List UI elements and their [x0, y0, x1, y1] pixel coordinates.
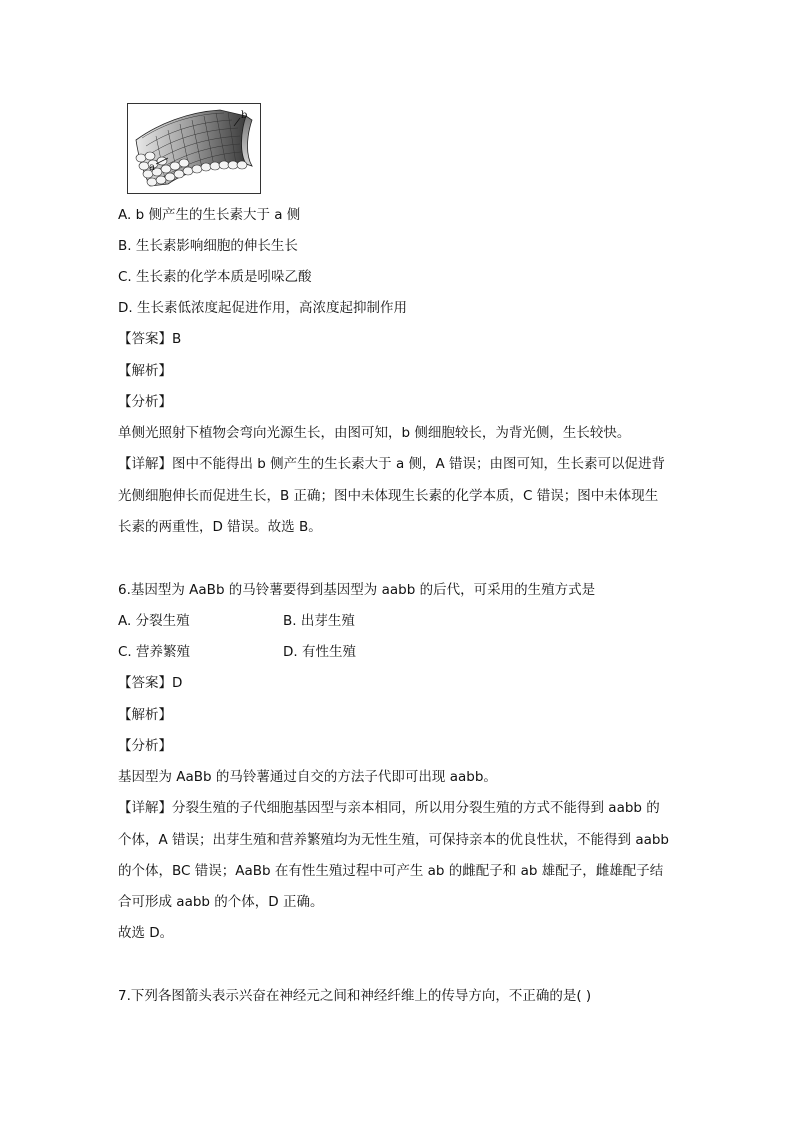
- q7-question: 7.下列各图箭头表示兴奋在神经元之间和神经纤维上的传导方向，不正确的是( ): [118, 988, 592, 1004]
- q6-conclusion: 故选 D。: [118, 925, 174, 941]
- q5-option-a: A. b 侧产生的生长素大于 a 侧: [118, 207, 301, 223]
- q5-analysis: 单侧光照射下植物会弯向光源生长，由图可知，b 侧细胞较长，为背光侧，生长较快。: [118, 425, 631, 441]
- plant-tissue-diagram: [128, 104, 260, 193]
- q5-fenxi-heading: 【分析】: [118, 394, 172, 410]
- q6-option-b: B. 出芽生殖: [283, 613, 355, 629]
- q6-detail-line-2: 个体，A 错误；出芽生殖和营养繁殖均为无性生殖，可保持亲本的优良性状，不能得到 aabb: [118, 832, 670, 848]
- q6-detail-line-1: 【详解】分裂生殖的子代细胞基因型与亲本相同，所以用分裂生殖的方式不能得到 aabb 的: [118, 800, 660, 816]
- q6-option-c: C. 营养繁殖: [118, 644, 191, 660]
- q6-jiexi-heading: 【解析】: [118, 707, 172, 723]
- q5-option-d: D. 生长素低浓度起促进作用，高浓度起抑制作用: [118, 300, 407, 316]
- q5-jiexi-heading: 【解析】: [118, 363, 172, 379]
- plant-cell-figure: [127, 103, 261, 194]
- figure-label-a: a: [149, 162, 155, 173]
- q6-detail-line-4: 合可形成 aabb 的个体，D 正确。: [118, 894, 324, 910]
- q5-detail-line-3: 长素的两重性，D 错误。故选 B。: [118, 519, 322, 535]
- q6-detail-line-3: 的个体，BC 错误；AaBb 在有性生殖过程中可产生 ab 的雌配子和 ab 雄配子，雌雄配子结: [118, 863, 664, 879]
- q5-answer: 【答案】B: [118, 331, 182, 347]
- figure-label-b: b: [241, 110, 248, 121]
- q5-detail-line-2: 光侧细胞伸长而促进生长，B 正确；图中未体现生长素的化学本质，C 错误；图中未体现生: [118, 488, 659, 504]
- q6-question: 6.基因型为 AaBb 的马铃薯要得到基因型为 aabb 的后代，可采用的生殖方式是: [118, 582, 596, 598]
- q6-answer: 【答案】D: [118, 675, 183, 691]
- q5-option-b: B. 生长素影响细胞的伸长生长: [118, 238, 298, 254]
- q6-option-d: D. 有性生殖: [283, 644, 356, 660]
- q6-option-a: A. 分裂生殖: [118, 613, 190, 629]
- q5-option-c: C. 生长素的化学本质是吲哚乙酸: [118, 269, 312, 285]
- q5-detail-line-1: 【详解】图中不能得出 b 侧产生的生长素大于 a 侧，A 错误；由图可知，生长素可以促进背: [118, 456, 666, 472]
- q6-fenxi-heading: 【分析】: [118, 738, 172, 754]
- q6-analysis: 基因型为 AaBb 的马铃薯通过自交的方法子代即可出现 aabb。: [118, 769, 497, 785]
